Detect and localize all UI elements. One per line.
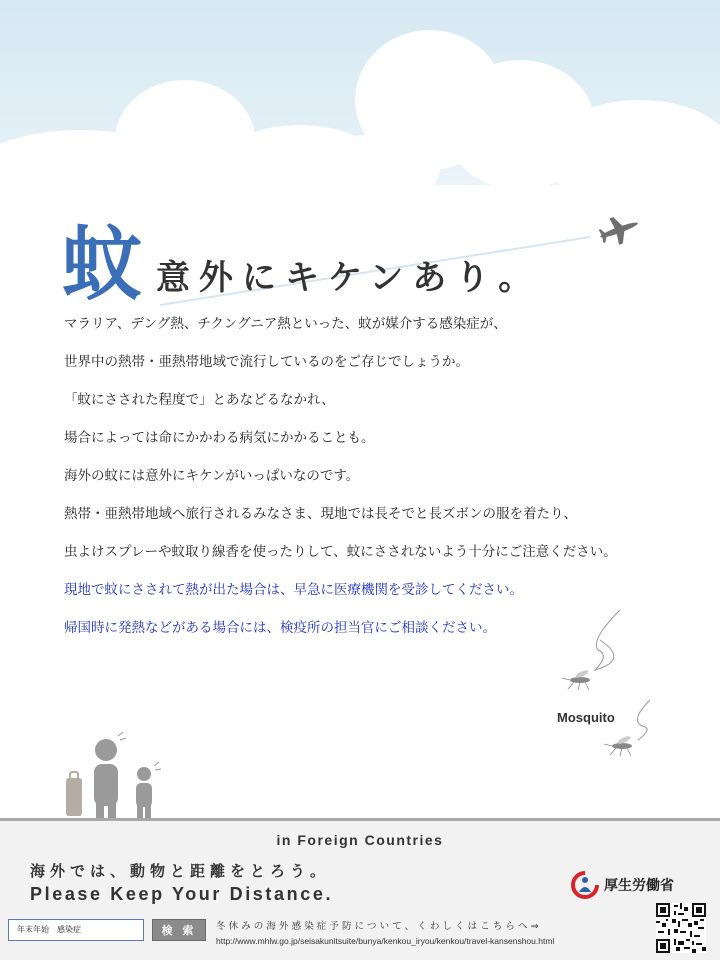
airplane-icon	[596, 210, 642, 250]
japanese-slogan: 海外では、動物と距離をとろう。	[30, 862, 331, 880]
search-input[interactable]: 年末年始 感染症	[8, 919, 144, 941]
mosquito-icon	[550, 600, 670, 760]
headline-tagline: 意外にキケンあり。	[156, 258, 542, 298]
highlight-line: 現地で蚊にさされて熱が出た場合は、早急に医療機関を受診してください。	[64, 582, 523, 598]
info-text: 冬休みの海外感染症予防について、くわしくはこちらへ⇒	[216, 921, 542, 932]
search-button[interactable]: 検 索	[152, 919, 206, 941]
headline	[62, 215, 542, 311]
english-slogan: Please Keep Your Distance.	[30, 884, 334, 904]
ministry-logo	[570, 870, 674, 900]
body-line: 虫よけスプレーや蚊取り線香を使ったりして、蚊にさされないよう十分にご注意ください。	[64, 544, 617, 560]
in-foreign-countries: in Foreign Countries	[276, 832, 444, 848]
body-line: 海外の蚊には意外にキケンがいっぱいなのです。	[64, 468, 360, 484]
ministry-logo-icon	[570, 870, 600, 900]
body-line: マラリア、デング熱、チクングニア熱といった、蚊が媒介する感染症が、	[64, 316, 507, 332]
body-line: 場合によっては命にかかわる病気にかかることも。	[64, 430, 375, 446]
body-line: 「蚊にさされた程度で」とあなどるなかれ、	[64, 392, 335, 408]
info-url-link[interactable]: http://www.mhlw.go.jp/seisakunitsuite/bunya/kenkou_iryou/kenkou/travel-kansenshou.html	[216, 936, 555, 946]
headline-kanji: 蚊	[62, 218, 142, 311]
ministry-name: 厚生労働省	[604, 878, 674, 894]
body-line: 世界中の熱帯・亜熱帯地域で流行しているのをご存じでしょうか。	[64, 354, 469, 370]
qr-code-icon[interactable]	[656, 903, 706, 953]
body-line: 熱帯・亜熱帯地域へ旅行されるみなさま、現地では長そでと長ズボンの服を着たり、	[64, 506, 577, 522]
family-illustration	[56, 728, 176, 820]
mosquito-label: Mosquito	[557, 710, 615, 725]
highlight-line: 帰国時に発熱などがある場合には、検疫所の担当官にご相談ください。	[64, 620, 496, 636]
